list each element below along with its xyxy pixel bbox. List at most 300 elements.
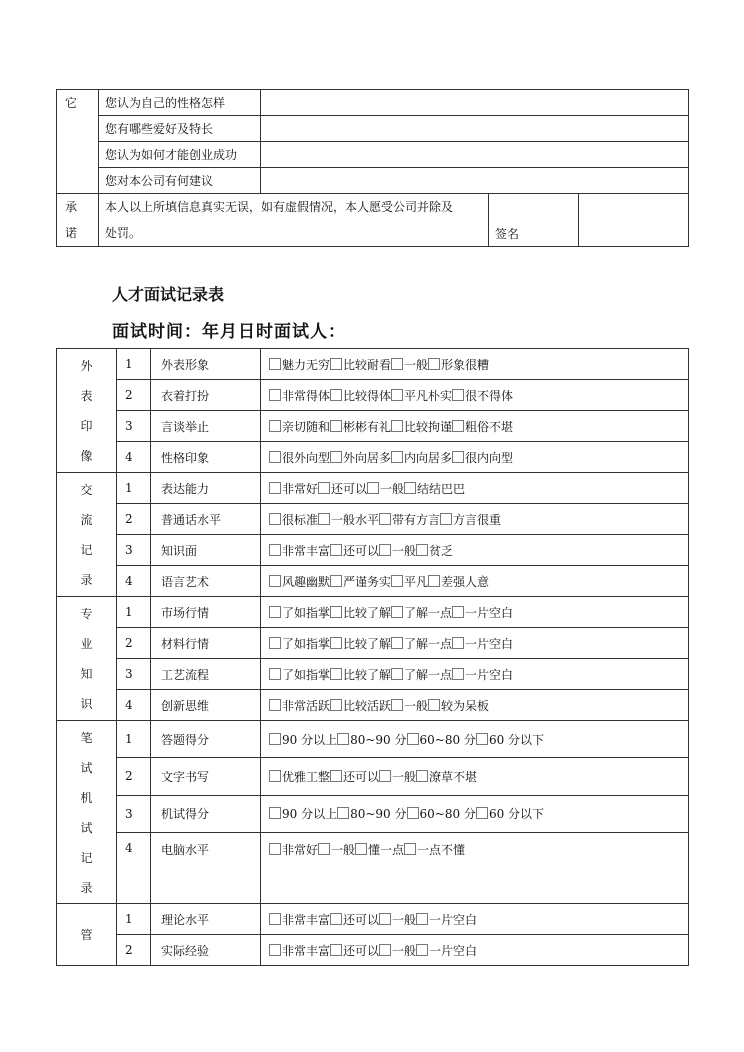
option-label: 一片空白 [429, 943, 478, 958]
item-number: 2 [117, 628, 151, 659]
item-number: 3 [117, 535, 151, 566]
item-name: 市场行情 [151, 597, 261, 628]
rating-option[interactable] [269, 668, 330, 682]
rating-option[interactable] [330, 913, 379, 927]
checkbox[interactable] [379, 944, 391, 956]
checkbox[interactable] [337, 733, 349, 745]
rating-option[interactable] [269, 606, 330, 620]
rating-option[interactable] [330, 668, 391, 682]
checkbox[interactable] [391, 668, 403, 680]
rating-option[interactable] [269, 451, 330, 465]
checkbox[interactable] [379, 544, 391, 556]
option-label: 一般 [392, 543, 417, 558]
option-label: 比较了解 [343, 667, 392, 682]
rating-option[interactable] [416, 913, 477, 927]
checkbox[interactable] [330, 944, 342, 956]
item-number: 3 [117, 659, 151, 690]
rating-option[interactable] [330, 606, 391, 620]
option-label: 比较得体 [343, 388, 392, 403]
item-name: 知识面 [151, 535, 261, 566]
option-label: 方言很重 [453, 512, 502, 527]
rating-option[interactable] [391, 668, 452, 682]
rating-option[interactable] [452, 389, 513, 403]
checkbox[interactable] [391, 420, 403, 432]
option-label: 还可以 [343, 769, 380, 784]
item-name: 理论水平 [151, 904, 261, 935]
checkbox[interactable] [318, 482, 330, 494]
option-label: 一般 [404, 698, 429, 713]
rating-option[interactable] [330, 389, 391, 403]
rating-option[interactable] [330, 637, 391, 651]
checkbox[interactable] [269, 513, 281, 525]
table-row [57, 473, 689, 504]
checkbox[interactable] [318, 513, 330, 525]
rating-options [261, 904, 689, 935]
checkbox[interactable] [269, 358, 281, 370]
checkbox[interactable] [330, 451, 342, 463]
option-label: 非常丰富 [282, 943, 331, 958]
rating-options [261, 535, 689, 566]
rating-options [261, 628, 689, 659]
checkbox[interactable] [428, 699, 440, 711]
commitment-label [57, 194, 99, 247]
rating-option[interactable] [416, 944, 477, 958]
table-row [57, 380, 689, 411]
checkbox[interactable] [379, 913, 391, 925]
checkbox[interactable] [269, 482, 281, 494]
item-number: 3 [117, 795, 151, 832]
table-row [57, 349, 689, 380]
checkbox[interactable] [330, 358, 342, 370]
checkbox[interactable] [269, 420, 281, 432]
option-label: 还可以 [343, 912, 380, 927]
checkbox[interactable] [269, 944, 281, 956]
checkbox[interactable] [404, 482, 416, 494]
option-label: 内向居多 [404, 450, 453, 465]
checkbox[interactable] [330, 770, 342, 782]
section-label-text: 笔试机试记录 [80, 731, 93, 895]
rating-option[interactable] [269, 770, 330, 784]
checkbox[interactable] [452, 637, 464, 649]
option-label: 比较活跃 [343, 698, 392, 713]
checkbox[interactable] [391, 699, 403, 711]
table-row [57, 795, 689, 832]
answer-field[interactable] [261, 168, 689, 194]
checkbox[interactable] [476, 807, 488, 819]
rating-option[interactable] [318, 513, 379, 527]
answer-field[interactable] [261, 90, 689, 116]
rating-options [261, 832, 689, 903]
table-row [57, 832, 689, 903]
commitment-line: 本人以上所填信息真实无误，如有虚假情况，本人愿受公司并除及 [105, 200, 454, 214]
option-label: 还可以 [331, 481, 368, 496]
rating-option[interactable] [452, 451, 513, 465]
checkbox[interactable] [269, 733, 281, 745]
rating-options [261, 349, 689, 380]
rating-option[interactable] [269, 482, 318, 496]
option-label: 结结巴巴 [417, 481, 466, 496]
checkbox[interactable] [404, 843, 416, 855]
checkbox[interactable] [452, 606, 464, 618]
checkbox[interactable] [330, 699, 342, 711]
option-label: 很不得体 [465, 388, 514, 403]
option-label: 了解一点 [404, 636, 453, 651]
rating-option[interactable] [407, 733, 476, 747]
option-label: 60 分以下 [488, 807, 545, 822]
section-label [57, 597, 117, 721]
table-row [57, 597, 689, 628]
checkbox[interactable] [416, 544, 428, 556]
rating-option[interactable] [391, 420, 452, 434]
applicant-other-info-table [56, 89, 689, 247]
commitment-line: 处罚。 [105, 226, 142, 240]
rating-option[interactable] [269, 389, 330, 403]
option-label: 了如指掌 [282, 636, 331, 651]
option-label: 比较耐看 [343, 357, 392, 372]
rating-option[interactable] [269, 699, 330, 713]
rating-option[interactable] [428, 699, 489, 713]
rating-options [261, 690, 689, 721]
item-name: 创新思维 [151, 690, 261, 721]
rating-option[interactable] [269, 944, 330, 958]
option-label: 彬彬有礼 [343, 419, 392, 434]
option-label: 90 分以上 [282, 732, 338, 747]
rating-option[interactable] [416, 770, 477, 784]
rating-option[interactable] [476, 733, 544, 747]
checkbox[interactable] [391, 451, 403, 463]
rating-option[interactable] [379, 770, 416, 784]
checkbox[interactable] [337, 807, 349, 819]
option-label: 非常得体 [282, 388, 331, 403]
option-label: 非常好 [282, 842, 319, 857]
option-label: 一片空白 [465, 667, 514, 682]
rating-option[interactable] [391, 637, 452, 651]
checkbox[interactable] [269, 575, 281, 587]
rating-option[interactable] [337, 807, 406, 821]
item-name: 材料行情 [151, 628, 261, 659]
rating-options [261, 473, 689, 504]
rating-option[interactable] [391, 389, 452, 403]
rating-option[interactable] [452, 420, 513, 434]
table-row [57, 411, 689, 442]
checkbox[interactable] [428, 358, 440, 370]
rating-option[interactable] [391, 699, 428, 713]
option-label: 还可以 [343, 943, 380, 958]
rating-option[interactable] [416, 544, 453, 558]
rating-options [261, 380, 689, 411]
checkbox[interactable] [330, 389, 342, 401]
rating-option[interactable] [330, 699, 391, 713]
section-label-other: 它 [57, 90, 99, 194]
option-label: 一般 [380, 481, 405, 496]
option-label: 较为呆板 [441, 698, 490, 713]
checkbox[interactable] [416, 944, 428, 956]
rating-option[interactable] [476, 807, 544, 821]
option-label: 一片空白 [429, 912, 478, 927]
item-name: 文字书写 [151, 758, 261, 795]
checkbox[interactable] [330, 637, 342, 649]
option-label: 懂一点 [368, 842, 405, 857]
rating-option[interactable] [452, 606, 513, 620]
checkbox[interactable] [452, 451, 464, 463]
rating-options [261, 758, 689, 795]
option-label: 了解一点 [404, 667, 453, 682]
rating-option[interactable] [355, 843, 404, 857]
checkbox[interactable] [440, 513, 452, 525]
form-title: 人才面试记录表 [112, 285, 225, 304]
rating-option[interactable] [330, 575, 391, 589]
rating-option[interactable] [330, 944, 379, 958]
option-label: 一点不懂 [417, 842, 466, 857]
option-label: 严谨务实 [343, 574, 392, 589]
rating-option[interactable] [269, 733, 337, 747]
checkbox[interactable] [391, 358, 403, 370]
item-number: 1 [117, 904, 151, 935]
rating-option[interactable] [337, 733, 406, 747]
rating-option[interactable] [391, 451, 452, 465]
rating-option[interactable] [269, 575, 330, 589]
checkbox[interactable] [269, 544, 281, 556]
table-row [57, 758, 689, 795]
option-label: 形象很糟 [441, 357, 490, 372]
option-label: 90 分以上 [282, 807, 338, 822]
commitment-label-char: 诺 [65, 226, 78, 240]
checkbox[interactable] [391, 389, 403, 401]
section-label [57, 349, 117, 473]
checkbox[interactable] [391, 606, 403, 618]
rating-option[interactable] [440, 513, 501, 527]
rating-options [261, 411, 689, 442]
rating-option[interactable] [428, 575, 489, 589]
rating-option[interactable] [330, 358, 391, 372]
rating-option[interactable] [269, 544, 330, 558]
option-label: 平凡朴实 [404, 388, 453, 403]
item-number: 4 [117, 690, 151, 721]
checkbox[interactable] [269, 668, 281, 680]
rating-option[interactable] [404, 482, 465, 496]
option-label: 一片空白 [465, 636, 514, 651]
item-number: 2 [117, 935, 151, 966]
rating-option[interactable] [330, 451, 391, 465]
table-row [57, 535, 689, 566]
rating-option[interactable] [269, 358, 330, 372]
option-label: 了如指掌 [282, 605, 331, 620]
section-label-text: 专业知识 [80, 606, 93, 711]
item-number: 4 [117, 832, 151, 903]
option-label: 一般 [392, 943, 417, 958]
option-label: 60~80 分 [419, 732, 476, 747]
rating-option[interactable] [452, 668, 513, 682]
rating-option[interactable] [379, 944, 416, 958]
interview-record-table [56, 348, 689, 966]
item-name: 工艺流程 [151, 659, 261, 690]
section-label-text: 外表印像 [80, 358, 93, 463]
checkbox[interactable] [416, 770, 428, 782]
checkbox[interactable] [428, 575, 440, 587]
option-label: 很内向型 [465, 450, 514, 465]
checkbox[interactable] [269, 770, 281, 782]
section-label [57, 904, 117, 966]
option-label: 贫乏 [429, 543, 454, 558]
checkbox[interactable] [452, 420, 464, 432]
checkbox[interactable] [269, 606, 281, 618]
checkbox[interactable] [476, 733, 488, 745]
option-label: 很外向型 [282, 450, 331, 465]
rating-option[interactable] [391, 575, 428, 589]
rating-option[interactable] [269, 420, 330, 434]
rating-options [261, 935, 689, 966]
question-label: 您有哪些爱好及特长 [99, 116, 261, 142]
checkbox[interactable] [391, 575, 403, 587]
checkbox[interactable] [269, 699, 281, 711]
rating-option[interactable] [379, 513, 440, 527]
commitment-text [99, 194, 489, 247]
rating-options [261, 504, 689, 535]
option-label: 粗俗不堪 [465, 419, 514, 434]
option-label: 风趣幽默 [282, 574, 331, 589]
item-name: 普通话水平 [151, 504, 261, 535]
table-row [57, 904, 689, 935]
option-label: 80~90 分 [350, 807, 407, 822]
rating-options [261, 442, 689, 473]
option-label: 比较了解 [343, 636, 392, 651]
option-label: 60 分以下 [488, 732, 545, 747]
item-name: 电脑水平 [151, 832, 261, 903]
table-row [57, 628, 689, 659]
option-label: 非常活跃 [282, 698, 331, 713]
checkbox[interactable] [269, 451, 281, 463]
rating-option[interactable] [404, 843, 465, 857]
option-label: 差强人意 [441, 574, 490, 589]
checkbox[interactable] [330, 668, 342, 680]
table-row [57, 690, 689, 721]
commitment-label-char: 承 [65, 200, 78, 214]
checkbox[interactable] [452, 389, 464, 401]
signature-field[interactable] [579, 194, 689, 247]
option-label: 了解一点 [404, 605, 453, 620]
option-label: 一般 [392, 769, 417, 784]
option-label: 一般 [392, 912, 417, 927]
checkbox[interactable] [330, 575, 342, 587]
option-label: 潦草不堪 [429, 769, 478, 784]
checkbox[interactable] [407, 807, 419, 819]
table-row [57, 504, 689, 535]
rating-option[interactable] [330, 544, 379, 558]
checkbox[interactable] [330, 544, 342, 556]
rating-option[interactable] [269, 843, 318, 857]
answer-field[interactable] [261, 142, 689, 168]
option-label: 一般 [404, 357, 429, 372]
option-label: 比较拘谨 [404, 419, 453, 434]
option-label: 60~80 分 [419, 807, 476, 822]
rating-option[interactable] [367, 482, 404, 496]
rating-option[interactable] [391, 358, 428, 372]
rating-option[interactable] [318, 482, 367, 496]
rating-options [261, 566, 689, 597]
item-number: 2 [117, 758, 151, 795]
checkbox[interactable] [269, 807, 281, 819]
option-label: 魅力无穷 [282, 357, 331, 372]
checkbox[interactable] [407, 733, 419, 745]
rating-option[interactable] [269, 513, 318, 527]
item-name: 外表形象 [151, 349, 261, 380]
rating-option[interactable] [407, 807, 476, 821]
option-label: 非常好 [282, 481, 319, 496]
checkbox[interactable] [379, 513, 391, 525]
table-row [57, 935, 689, 966]
option-label: 了如指掌 [282, 667, 331, 682]
option-label: 比较了解 [343, 605, 392, 620]
option-label: 一片空白 [465, 605, 514, 620]
checkbox[interactable] [318, 843, 330, 855]
section-label-text: 交流记录 [80, 482, 93, 587]
rating-option[interactable] [269, 637, 330, 651]
rating-options [261, 721, 689, 758]
option-label: 一般 [331, 842, 356, 857]
signature-label: 签名 [489, 194, 579, 247]
checkbox[interactable] [330, 913, 342, 925]
checkbox[interactable] [452, 668, 464, 680]
option-label: 优雅工整 [282, 769, 331, 784]
rating-option[interactable] [269, 913, 330, 927]
checkbox[interactable] [416, 913, 428, 925]
checkbox[interactable] [355, 843, 367, 855]
table-row [57, 659, 689, 690]
question-label: 您认为自己的性格怎样 [99, 90, 261, 116]
item-name: 答题得分 [151, 721, 261, 758]
section-label [57, 721, 117, 904]
rating-option[interactable] [391, 606, 452, 620]
rating-option[interactable] [379, 913, 416, 927]
rating-option[interactable] [379, 544, 416, 558]
checkbox[interactable] [269, 843, 281, 855]
rating-option[interactable] [318, 843, 355, 857]
checkbox[interactable] [330, 420, 342, 432]
item-name: 性格印象 [151, 442, 261, 473]
item-number: 1 [117, 721, 151, 758]
answer-field[interactable] [261, 116, 689, 142]
rating-options [261, 659, 689, 690]
question-label: 您认为如何才能创业成功 [99, 142, 261, 168]
rating-option[interactable] [330, 420, 391, 434]
option-label: 非常丰富 [282, 543, 331, 558]
rating-option[interactable] [452, 637, 513, 651]
option-label: 亲切随和 [282, 419, 331, 434]
rating-option[interactable] [428, 358, 489, 372]
section-label-text: 管 [80, 927, 93, 942]
option-label: 80~90 分 [350, 732, 407, 747]
rating-options [261, 795, 689, 832]
checkbox[interactable] [330, 606, 342, 618]
checkbox[interactable] [269, 637, 281, 649]
checkbox[interactable] [269, 389, 281, 401]
option-label: 平凡 [404, 574, 429, 589]
item-number: 1 [117, 473, 151, 504]
rating-option[interactable] [269, 807, 337, 821]
checkbox[interactable] [379, 770, 391, 782]
checkbox[interactable] [391, 637, 403, 649]
item-number: 4 [117, 442, 151, 473]
item-number: 4 [117, 566, 151, 597]
item-name: 机试得分 [151, 795, 261, 832]
table-row [57, 721, 689, 758]
checkbox[interactable] [269, 913, 281, 925]
rating-option[interactable] [330, 770, 379, 784]
table-row [57, 566, 689, 597]
checkbox[interactable] [367, 482, 379, 494]
interview-time-line: 面试时间：年月日时面试人： [112, 322, 346, 342]
item-name: 语言艺术 [151, 566, 261, 597]
